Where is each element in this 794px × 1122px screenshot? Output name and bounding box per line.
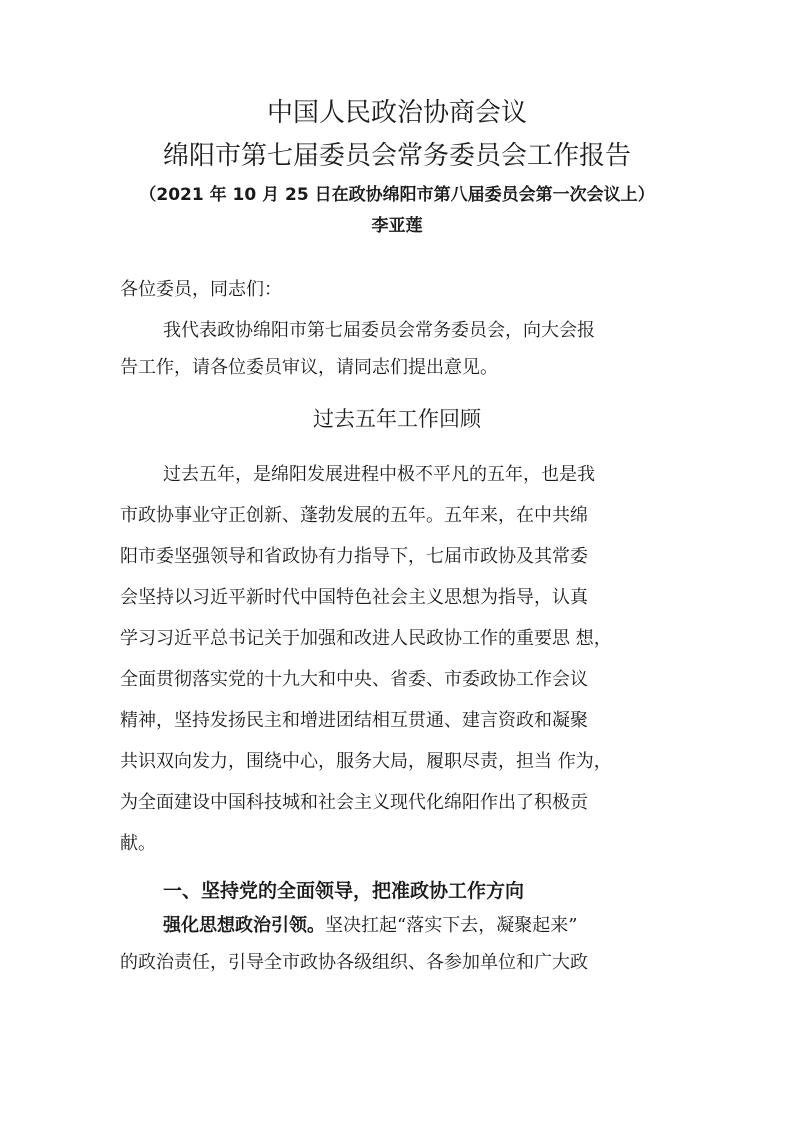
intro-line: 我代表政协绵阳市第七届委员会常务委员会，向大会报 <box>163 320 595 341</box>
paragraph-line: 的政治责任，引导全市政协各级组织、各参加单位和广大政 <box>120 952 588 973</box>
paragraph-line: 学习习近平总书记关于加强和改进人民政协工作的重要思 想， <box>120 628 612 649</box>
section-heading: 过去五年工作回顾 <box>313 407 481 431</box>
salutation: 各位委员，同志们： <box>120 279 282 300</box>
paragraph-line: 全面贯彻落实党的十九大和中央、省委、市委政协工作会议 <box>120 669 588 690</box>
document-title-line2: 绵阳市第七届委员会常务委员会工作报告 <box>162 141 631 171</box>
paragraph-lead: 强化思想政治引领。 <box>163 915 325 936</box>
paragraph-line: 为全面建设中国科技城和社会主义现代化绵阳作出了积极贡 <box>120 792 588 813</box>
document-subtitle: （2021 年 10 月 25 日在政协绵阳市第八届委员会第一次会议上） <box>139 185 655 205</box>
paragraph-line: 市政协事业守正创新、蓬勃发展的五年。五年来，在中共绵 <box>120 505 588 526</box>
paragraph-text: 坚决扛起“落实下去，凝聚起来” <box>325 915 578 936</box>
document-title-line1: 中国人民政治协商会议 <box>266 98 527 128</box>
intro-line: 告工作，请各位委员审议，请同志们提出意见。 <box>120 357 498 378</box>
paragraph-line: 共识双向发力，围绕中心，服务大局，履职尽责，担当 作为， <box>120 751 612 772</box>
paragraph-line: 精神，坚持发扬民主和增进团结相互贯通、建言资政和凝聚 <box>120 710 588 731</box>
paragraph-line: 会坚持以习近平新时代中国特色社会主义思想为指导，认真 <box>120 587 588 608</box>
subsection-heading: 一、坚持党的全面领导，把准政协工作方向 <box>163 880 525 902</box>
paragraph-line: 献。 <box>120 833 156 854</box>
paragraph-line: 过去五年，是绵阳发展进程中极不平凡的五年，也是我 <box>163 464 595 485</box>
paragraph-line: 阳市委坚强领导和省政协有力指导下，七届市政协及其常委 <box>120 546 588 567</box>
document-author: 李亚莲 <box>371 216 423 236</box>
paragraph-line <box>163 907 721 944</box>
